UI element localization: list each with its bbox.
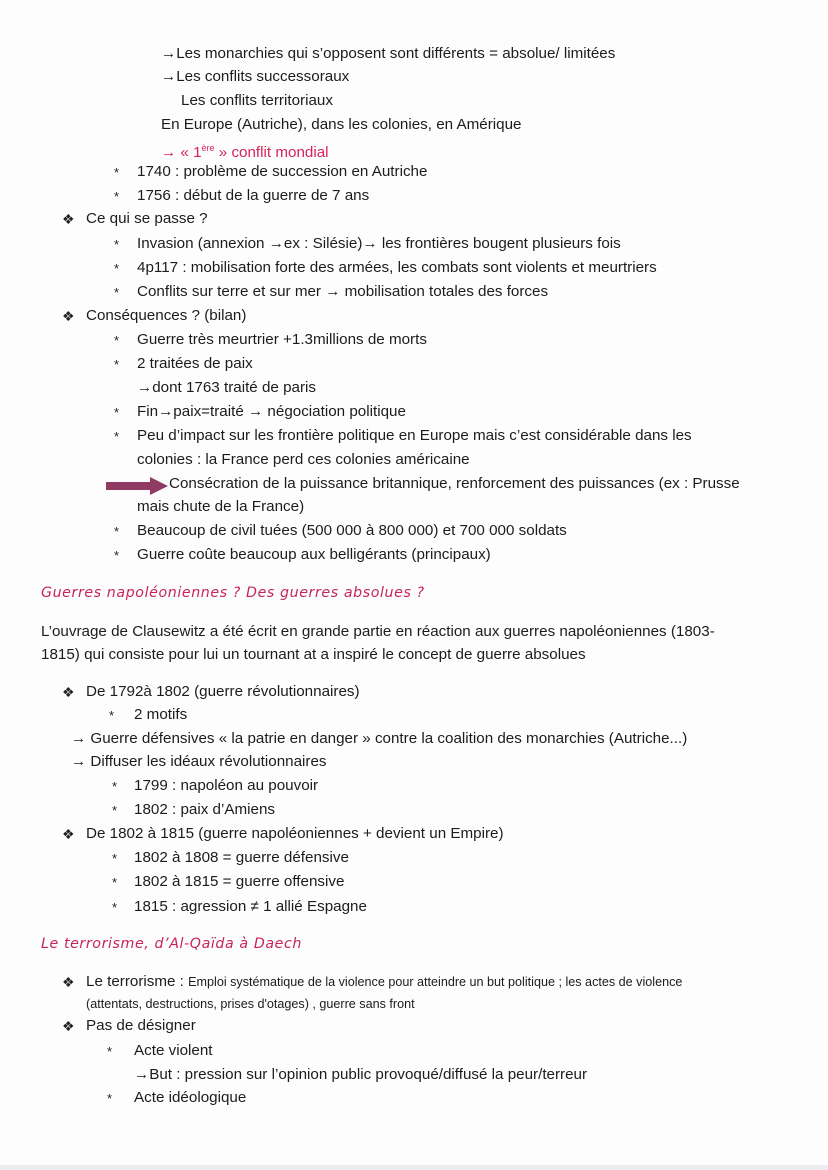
bullet-icon: * xyxy=(114,548,120,563)
list-item-continued: colonies : la France perd ces colonies américaine xyxy=(137,451,470,468)
section-heading-terrorisme: Le terrorisme, d’Al-Qaïda à Daech xyxy=(41,936,302,952)
bullet-icon: * xyxy=(114,237,120,252)
bullet-icon: * xyxy=(112,900,118,915)
arrow-icon: → xyxy=(161,45,177,62)
arrow-icon: → xyxy=(161,144,177,162)
conflits-territoriaux-line: Les conflits territoriaux xyxy=(181,92,333,109)
arrow-icon: → xyxy=(158,403,174,420)
bullet-icon: * xyxy=(112,875,118,890)
diamond-bullet-icon: ❖ xyxy=(62,1018,75,1034)
bullet-icon: * xyxy=(109,708,115,723)
arrow-icon: → xyxy=(248,403,264,420)
conflits-successoraux-line: →Les conflits successoraux xyxy=(161,68,350,85)
list-item: Peu d’impact sur les frontière politique en Europe mais c’est considérable dans les xyxy=(137,427,692,444)
definition-line-continued: (attentats, destructions, prises d'otages) , guerre sans front xyxy=(86,997,415,1011)
arrow-icon: → xyxy=(325,283,341,300)
bullet-icon: * xyxy=(114,333,120,348)
bullet-icon: * xyxy=(112,851,118,866)
diamond-bullet-icon: ❖ xyxy=(62,974,75,990)
bullet-icon: * xyxy=(112,803,118,818)
section-title: Ce qui se passe ? xyxy=(86,210,208,227)
bullet-icon: * xyxy=(114,261,120,276)
list-item: 1756 : début de la guerre de 7 ans xyxy=(137,187,370,204)
list-item-sub: →dont 1763 traité de paris xyxy=(137,379,316,396)
list-item: Invasion (annexion →ex : Silésie)→ les frontières bougent plusieurs fois xyxy=(137,235,621,252)
diamond-bullet-icon: ❖ xyxy=(62,684,75,700)
section-heading-napoleon: Guerres napoléoniennes ? Des guerres absolues ? xyxy=(41,585,425,601)
arrow-item: → Diffuser les idéaux révolutionnaires xyxy=(71,753,327,770)
bullet-icon: * xyxy=(114,405,120,420)
section-title: De 1802 à 1815 (guerre napoléoniennes + devient un Empire) xyxy=(86,825,504,842)
section-title: Pas de désigner xyxy=(86,1017,196,1034)
bullet-icon: * xyxy=(114,524,120,539)
diamond-bullet-icon: ❖ xyxy=(62,211,75,227)
monarchies-line: →Les monarchies qui s’opposent sont différents = absolue/ limitées xyxy=(161,45,616,62)
consecration-line: Consécration de la puissance britannique, renforcement des puissances (ex : Prusse xyxy=(169,475,740,492)
page-edge xyxy=(0,1165,828,1170)
diamond-bullet-icon: ❖ xyxy=(62,308,75,324)
arrow-icon: → xyxy=(71,730,87,747)
bullet-icon: * xyxy=(114,165,120,180)
list-item: 1802 à 1808 = guerre défensive xyxy=(134,849,349,866)
list-item: Acte idéologique xyxy=(134,1089,247,1106)
list-item: 2 motifs xyxy=(134,706,188,723)
list-item: 1740 : problème de succession en Autriche xyxy=(137,163,428,180)
paragraph-line: L’ouvrage de Clausewitz a été écrit en grande partie en réaction aux guerres napoléoniennes (1803- xyxy=(41,623,715,640)
paragraph-line: 1815) qui consiste pour lui un tournant at a inspiré le concept de guerre absolues xyxy=(41,646,586,663)
conflit-mondial-line: → « 1ère » conflit mondial xyxy=(161,143,329,162)
purple-arrow-icon xyxy=(106,477,168,495)
list-item: 2 traitées de paix xyxy=(137,355,253,372)
arrow-icon: → xyxy=(268,235,284,252)
arrow-icon: → xyxy=(71,753,87,770)
list-item: Fin→paix=traité → négociation politique xyxy=(137,403,406,420)
list-item: 1815 : agression ≠ 1 allié Espagne xyxy=(134,898,367,915)
europe-line: En Europe (Autriche), dans les colonies, en Amérique xyxy=(161,116,522,133)
bullet-icon: * xyxy=(112,779,118,794)
list-item: 1802 à 1815 = guerre offensive xyxy=(134,873,345,890)
arrow-item: → Guerre défensives « la patrie en danger » contre la coalition des monarchies (Autriche...) xyxy=(71,730,688,747)
list-item: Beaucoup de civil tuées (500 000 à 800 000) et 700 000 soldats xyxy=(137,522,567,539)
list-item-continued: mais chute de la France) xyxy=(137,498,305,515)
arrow-icon: → xyxy=(134,1066,150,1083)
bullet-icon: * xyxy=(114,429,120,444)
section-title: Conséquences ? (bilan) xyxy=(86,307,247,324)
arrow-icon: → xyxy=(161,68,177,85)
list-item: 1802 : paix d’Amiens xyxy=(134,801,275,818)
diamond-bullet-icon: ❖ xyxy=(62,826,75,842)
definition-line: Le terrorisme : Emploi systématique de la violence pour atteindre un but politique ; les actes de violence xyxy=(86,973,683,990)
list-item-sub: →But : pression sur l’opinion public provoqué/diffusé la peur/terreur xyxy=(134,1066,588,1083)
list-item: 1799 : napoléon au pouvoir xyxy=(134,777,319,794)
list-item: Acte violent xyxy=(134,1042,213,1059)
arrow-icon: → xyxy=(362,235,378,252)
bullet-icon: * xyxy=(114,285,120,300)
list-item: Guerre coûte beaucoup aux belligérants (principaux) xyxy=(137,546,491,563)
arrow-icon: → xyxy=(137,379,153,396)
bullet-icon: * xyxy=(114,189,120,204)
bullet-icon: * xyxy=(114,357,120,372)
list-item: 4p117 : mobilisation forte des armées, les combats sont violents et meurtriers xyxy=(137,259,657,276)
bullet-icon: * xyxy=(107,1044,113,1059)
list-item: Guerre très meurtrier +1.3millions de morts xyxy=(137,331,427,348)
section-title: De 1792à 1802 (guerre révolutionnaires) xyxy=(86,683,360,700)
list-item: Conflits sur terre et sur mer → mobilisation totales des forces xyxy=(137,283,549,300)
bullet-icon: * xyxy=(107,1091,113,1106)
